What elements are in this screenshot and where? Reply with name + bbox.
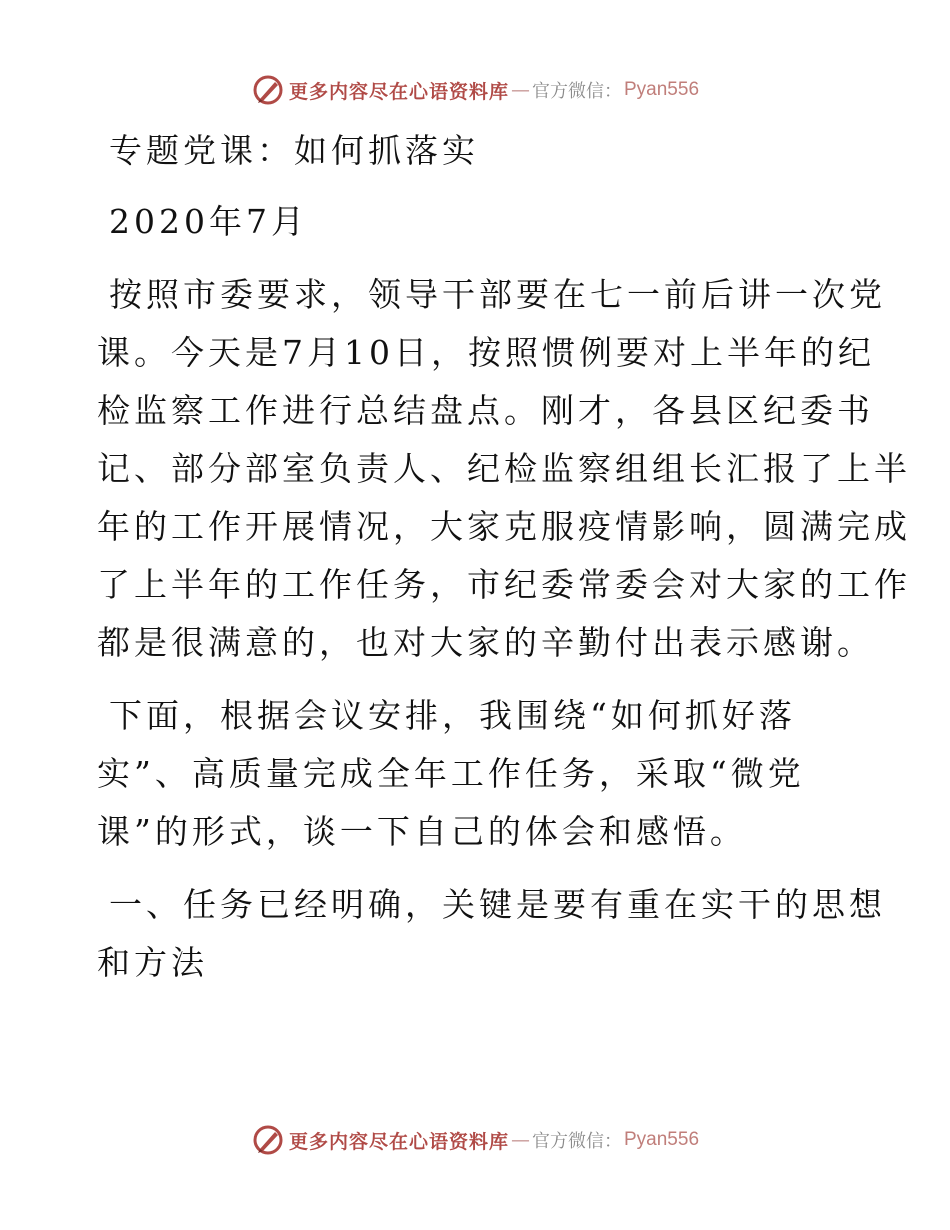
document-body [97,122,911,992]
paragraph-line: 课”的形式，谈一下自己的体会和感悟。 [97,812,747,851]
watermark-account: Pyan556 [624,1129,700,1150]
paragraph-line: 检监察工作进行总结盘点。刚才，各县区纪委书 [97,391,874,430]
paragraph-line: 年的工作开展情况，大家克服疫情影响，圆满完成 [97,507,911,546]
quill-pen-icon [251,73,285,107]
watermark-brand: 更多内容尽在心语资料库 [288,1130,509,1153]
watermark-separator: — [511,1129,530,1151]
watermark-separator: — [511,79,530,101]
paragraph-line: 课。今天是7月10日，按照惯例要对上半年的纪 [97,333,875,372]
watermark-official: 官方微信： [532,1131,622,1152]
paragraph-1 [97,266,911,672]
section-heading-line: 一、任务已经明确，关键是要有重在实干的思想 [109,885,886,924]
paragraph-line: 都是很满意的，也对大家的辛勤付出表示感谢。 [97,623,874,662]
quill-pen-icon [251,1123,285,1157]
paragraph-line: 按照市委要求，领导干部要在七一前后讲一次党 [109,275,886,314]
section-heading-line: 和方法 [97,943,208,982]
paragraph-line: 实”、高质量完成全年工作任务，采取“微党 [97,754,805,793]
watermark-official: 官方微信： [532,81,622,102]
paragraph-2 [97,687,867,861]
watermark-banner-top [0,70,950,110]
paragraph-line: 记、部分部室负责人、纪检监察组组长汇报了上半 [97,449,911,488]
document-date: 2020年7月 [109,202,308,241]
section-heading [97,876,886,992]
watermark-brand: 更多内容尽在心语资料库 [288,80,509,103]
watermark-account: Pyan556 [624,79,700,100]
watermark-banner-bottom [0,1120,950,1160]
paragraph-line: 了上半年的工作任务，市纪委常委会对大家的工作 [97,565,911,604]
document-title: 专题党课：如何抓落实 [109,131,479,170]
paragraph-line: 下面，根据会议安排，我围绕“如何抓好落 [109,696,796,735]
